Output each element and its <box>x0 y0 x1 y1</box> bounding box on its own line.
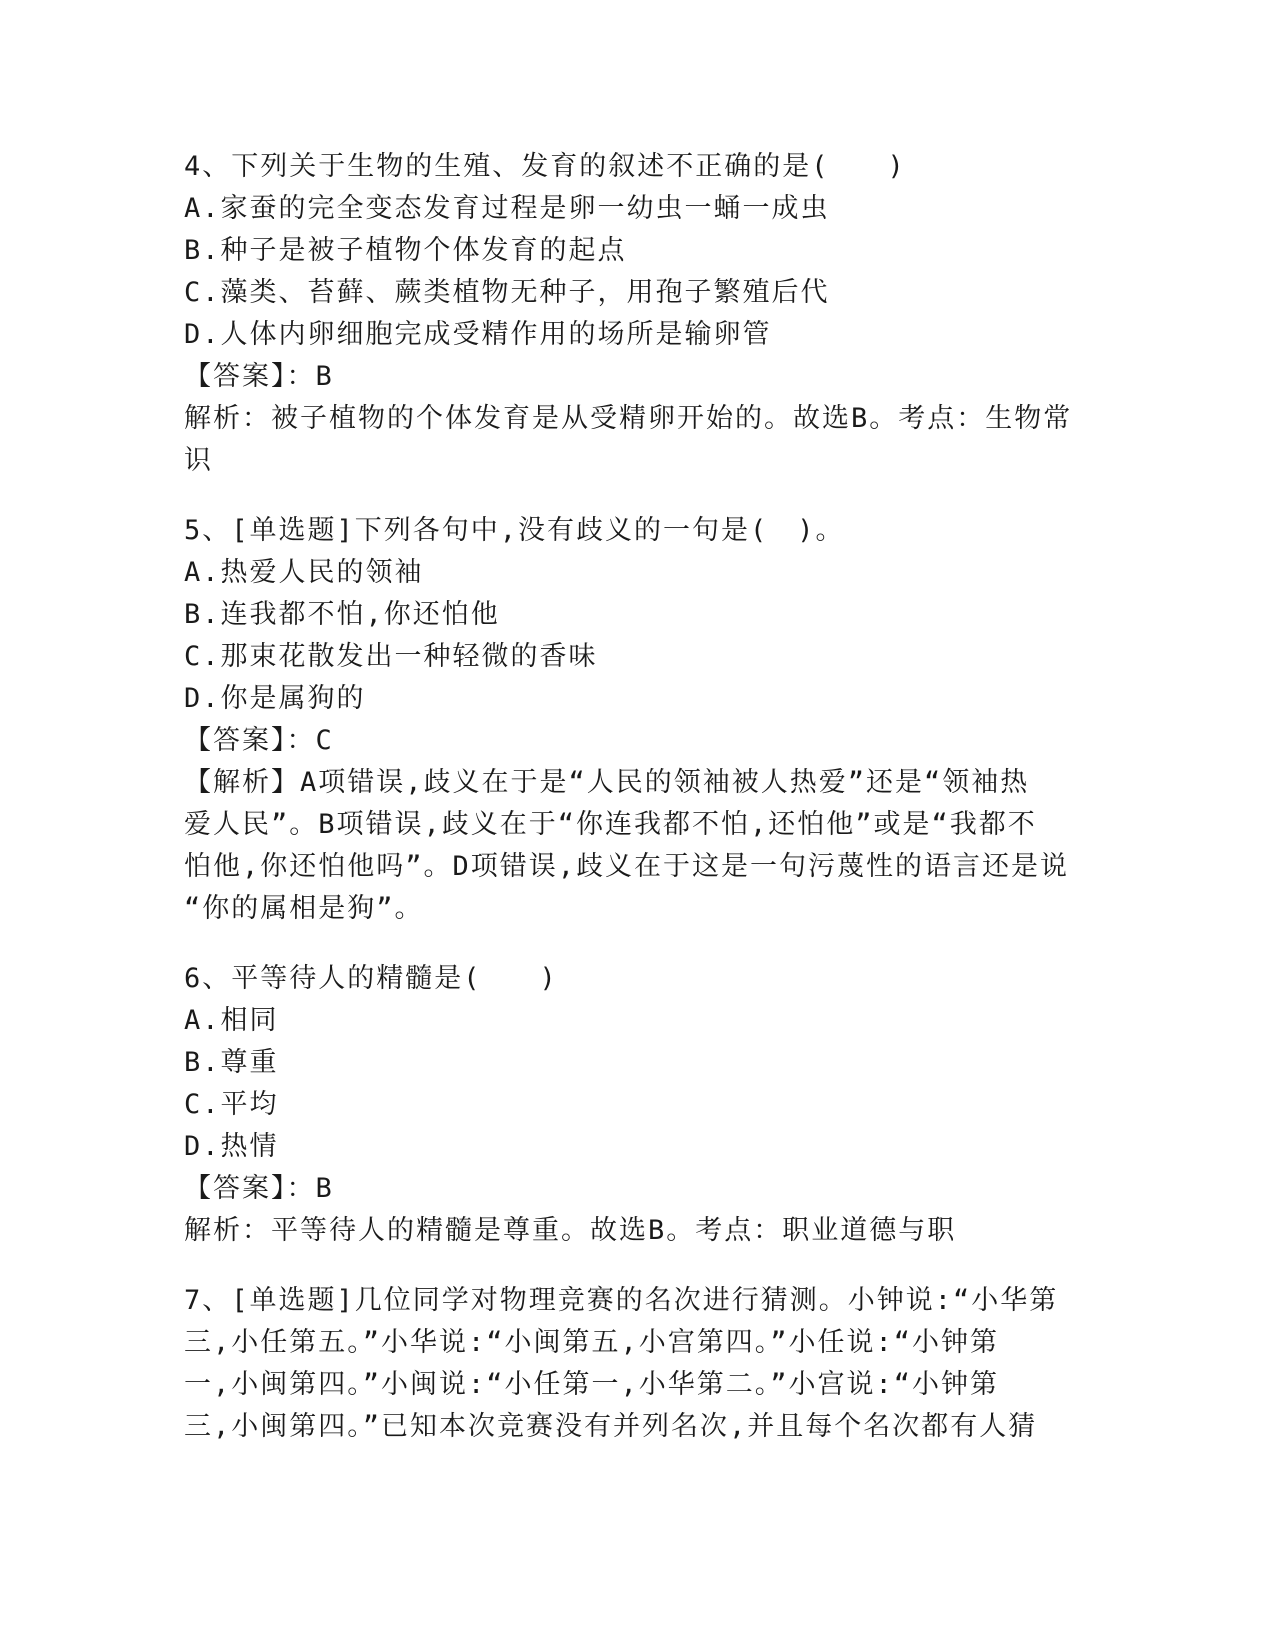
question-stem: 4、下列关于生物的生殖、发育的叙述不正确的是( ) <box>184 151 906 182</box>
option-a: A.家蚕的完全变态发育过程是卵一幼虫一蛹一成虫 <box>184 193 830 224</box>
answer: 【答案】：B <box>184 361 334 392</box>
option-d: D.你是属狗的 <box>184 683 366 714</box>
option-b: B.连我都不怕,你还怕他 <box>184 599 500 630</box>
question-4 <box>184 146 1084 482</box>
explanation-line: 识 <box>184 445 213 476</box>
option-a: A.热爱人民的领袖 <box>184 557 424 588</box>
question-stem-line: 7、[单选题]几位同学对物理竞赛的名次进行猜测。小钟说:“小华第 <box>184 1285 1059 1316</box>
explanation-line: “你的属相是狗”。 <box>184 893 424 924</box>
question-5 <box>184 510 1084 930</box>
question-stem: 5、[单选题]下列各句中,没有歧义的一句是( )。 <box>184 515 845 546</box>
document-page <box>184 146 1084 1476</box>
question-stem-line: 三,小任第五。”小华说:“小闽第五,小宫第四。”小任说:“小钟第 <box>184 1327 1000 1358</box>
option-a: A.相同 <box>184 1005 279 1036</box>
explanation-line: 解析：被子植物的个体发育是从受精卵开始的。故选B。考点：生物常 <box>184 403 1073 434</box>
option-b: B.种子是被子植物个体发育的起点 <box>184 235 627 266</box>
explanation-line: 爱人民”。B项错误,歧义在于“你连我都不怕,还怕他”或是“我都不 <box>184 809 1037 840</box>
question-6 <box>184 958 1084 1252</box>
option-d: D.人体内卵细胞完成受精作用的场所是输卵管 <box>184 319 772 350</box>
option-c: C.藻类、苔藓、蕨类植物无种子，用孢子繁殖后代 <box>184 277 830 308</box>
question-stem: 6、平等待人的精髓是( ) <box>184 963 558 994</box>
option-c: C.那束花散发出一种轻微的香味 <box>184 641 598 672</box>
explanation-line: 【解析】A项错误,歧义在于是“人民的领袖被人热爱”还是“领袖热 <box>184 767 1030 798</box>
question-stem-line: 三,小闽第四。”已知本次竞赛没有并列名次,并且每个名次都有人猜 <box>184 1411 1038 1442</box>
question-7 <box>184 1280 1084 1448</box>
explanation-line: 怕他,你还怕他吗”。D项错误,歧义在于这是一句污蔑性的语言还是说 <box>184 851 1070 882</box>
option-b: B.尊重 <box>184 1047 279 1078</box>
option-c: C.平均 <box>184 1089 279 1120</box>
question-stem-line: 一,小闽第四。”小闽说:“小任第一,小华第二。”小宫说:“小钟第 <box>184 1369 1000 1400</box>
explanation-line: 解析：平等待人的精髓是尊重。故选B。考点：职业道德与职 <box>184 1215 957 1246</box>
answer: 【答案】：B <box>184 1173 334 1204</box>
answer: 【答案】：C <box>184 725 334 756</box>
option-d: D.热情 <box>184 1131 279 1162</box>
